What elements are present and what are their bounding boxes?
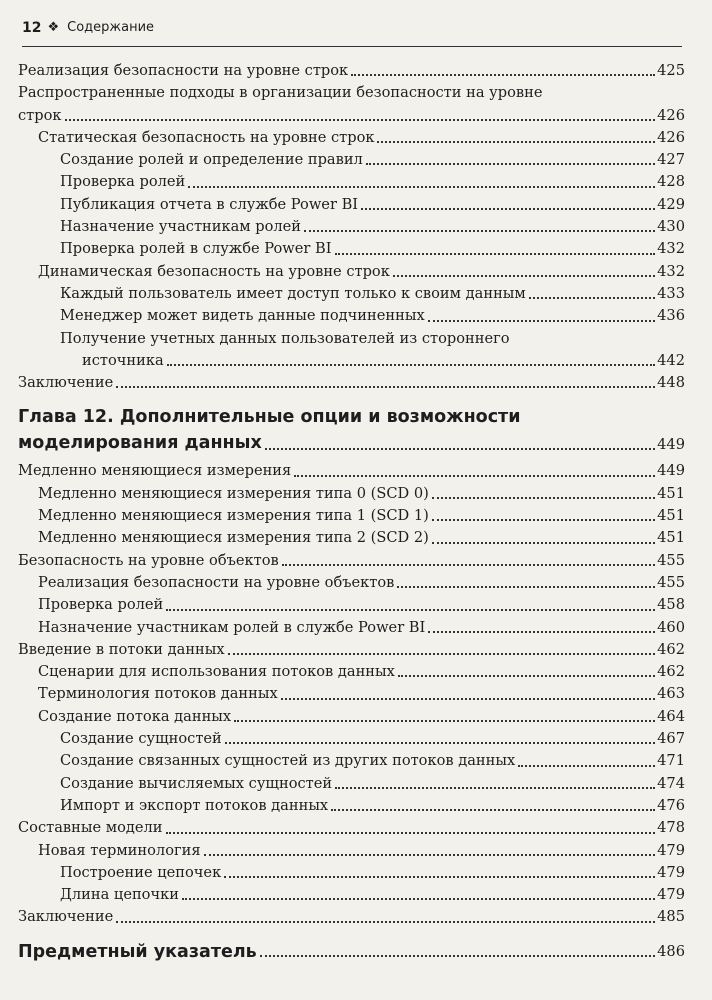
toc-entry-page: 462 bbox=[657, 640, 685, 658]
diamond-ornament-icon: ❖ bbox=[47, 20, 60, 35]
toc-entry-title: Статическая безопасность на уровне строк bbox=[38, 128, 375, 146]
dot-leader bbox=[225, 736, 655, 744]
toc-entry-title: Проверка ролей bbox=[60, 173, 186, 191]
toc-entry-page: 442 bbox=[657, 351, 685, 369]
toc-entry[interactable] bbox=[18, 683, 685, 705]
toc-entry[interactable] bbox=[18, 60, 685, 82]
toc-entry-page: 479 bbox=[657, 886, 685, 904]
toc-entry-title: Публикация отчета в службе Power BI bbox=[60, 195, 359, 213]
chapter-title-cont: моделирования данных bbox=[18, 433, 262, 454]
toc-entry-title: Создание ролей и определение правил bbox=[60, 151, 363, 169]
toc-entry-page: 433 bbox=[657, 284, 685, 302]
toc-entry-title: Создание связанных сущностей из других потоков данных bbox=[60, 752, 516, 770]
dot-leader bbox=[65, 113, 656, 121]
dot-leader bbox=[116, 915, 655, 923]
toc-entry-page: 449 bbox=[657, 462, 685, 480]
toc-entry-page: 451 bbox=[657, 529, 685, 547]
toc-entry[interactable] bbox=[18, 773, 685, 795]
toc-entry-title: Назначение участникам ролей в службе Power BI bbox=[38, 618, 426, 636]
running-head: Содержание bbox=[67, 20, 155, 35]
dot-leader bbox=[335, 247, 656, 255]
dot-leader bbox=[529, 291, 655, 299]
toc-entry-page: 458 bbox=[657, 596, 685, 614]
toc-entry-title: Построение цепочек bbox=[60, 863, 222, 881]
toc-entry-page: 478 bbox=[657, 819, 685, 837]
toc-entry[interactable] bbox=[18, 238, 685, 260]
dot-leader bbox=[351, 68, 655, 76]
toc-entry-page: 474 bbox=[657, 774, 685, 792]
dot-leader bbox=[428, 314, 655, 322]
toc-entry-title: Создание сущностей bbox=[60, 730, 222, 748]
toc-entry-page: 479 bbox=[657, 863, 685, 881]
page-number: 12 bbox=[22, 20, 42, 36]
toc-entry[interactable] bbox=[18, 795, 685, 817]
toc-entry-title: Медленно меняющиеся измерения bbox=[18, 462, 292, 480]
toc-entry-page: 471 bbox=[657, 752, 685, 770]
toc-entry-title: Безопасность на уровне объектов bbox=[18, 551, 279, 569]
toc-entry-page: 428 bbox=[657, 173, 685, 191]
toc-entry[interactable] bbox=[18, 127, 685, 149]
toc-entry[interactable] bbox=[18, 706, 685, 728]
toc-entry-page: 426 bbox=[657, 106, 685, 124]
toc-entry[interactable] bbox=[18, 483, 685, 505]
dot-leader bbox=[393, 269, 655, 277]
toc-entry[interactable] bbox=[18, 171, 685, 193]
dot-leader bbox=[518, 759, 655, 767]
dot-leader bbox=[432, 513, 655, 521]
toc-entry[interactable] bbox=[18, 639, 685, 661]
dot-leader bbox=[228, 647, 656, 655]
dot-leader bbox=[166, 603, 655, 611]
toc-entry-page: 425 bbox=[657, 62, 685, 79]
toc-entry-page: 436 bbox=[657, 307, 685, 325]
toc-entry-title: Распространенные подходы в организации безопасности на уровне bbox=[18, 84, 543, 102]
toc-entry-title-cont: источника bbox=[82, 351, 164, 369]
toc-entry-page: 451 bbox=[657, 484, 685, 502]
dot-leader bbox=[428, 625, 655, 633]
dot-leader bbox=[260, 949, 655, 957]
toc-entry-page: 429 bbox=[657, 195, 685, 213]
dot-leader bbox=[294, 469, 655, 477]
toc-entry[interactable] bbox=[18, 840, 685, 862]
page-header bbox=[22, 20, 682, 47]
toc-entry-page: 449 bbox=[657, 436, 685, 454]
toc-entry[interactable] bbox=[18, 594, 685, 616]
toc-entry-page: 463 bbox=[657, 685, 685, 703]
toc-entry[interactable] bbox=[18, 149, 685, 171]
toc-entry-title: Заключение bbox=[18, 374, 114, 392]
index-entry[interactable] bbox=[18, 941, 685, 963]
toc-entry-title: Заключение bbox=[18, 908, 114, 926]
dot-leader bbox=[167, 358, 655, 366]
dot-leader bbox=[281, 692, 655, 700]
toc-entry[interactable] bbox=[18, 906, 685, 928]
toc-entry-page: 432 bbox=[657, 262, 685, 280]
dot-leader bbox=[234, 714, 655, 722]
toc-entry-title: Реализация безопасности на уровне объектов bbox=[38, 573, 395, 591]
dot-leader bbox=[188, 180, 655, 188]
toc-entry[interactable] bbox=[18, 572, 685, 594]
toc-entry-title: Новая терминология bbox=[38, 841, 201, 859]
toc-entry-page: 432 bbox=[657, 240, 685, 258]
toc-entry-title: Каждый пользователь имеет доступ только к своим данным bbox=[60, 284, 526, 302]
toc-entry-title: Терминология потоков данных bbox=[38, 685, 278, 703]
toc-entry[interactable] bbox=[18, 617, 685, 639]
toc-entry[interactable] bbox=[18, 661, 685, 683]
dot-leader bbox=[398, 669, 655, 677]
dot-leader bbox=[366, 157, 655, 165]
toc-entry-title: Менеджер может видеть данные подчиненных bbox=[60, 307, 425, 325]
toc-entry-title: Медленно меняющиеся измерения типа 2 (SCD 2) bbox=[38, 529, 429, 547]
toc-entry-title: Введение в потоки данных bbox=[18, 640, 225, 658]
toc-entry[interactable] bbox=[18, 505, 685, 527]
dot-leader bbox=[116, 380, 655, 388]
toc-entry-page: 455 bbox=[657, 573, 685, 591]
toc-entry-title-cont: строк bbox=[18, 106, 62, 124]
toc-entry-page: 464 bbox=[657, 707, 685, 725]
toc-entry[interactable] bbox=[18, 194, 685, 216]
toc-entry-title: Импорт и экспорт потоков данных bbox=[60, 796, 329, 814]
toc-entry[interactable] bbox=[18, 328, 685, 373]
toc-entry[interactable] bbox=[18, 305, 685, 327]
toc-entry-title: Получение учетных данных пользователей из стороннего bbox=[60, 329, 510, 347]
toc-entry-page: 430 bbox=[657, 218, 685, 236]
toc-entry-title: Реализация безопасности на уровне строк bbox=[18, 62, 349, 79]
dot-leader bbox=[335, 781, 655, 789]
toc-entry-page: 451 bbox=[657, 507, 685, 525]
dot-leader bbox=[166, 826, 656, 834]
dot-leader bbox=[432, 536, 655, 544]
toc-entry[interactable] bbox=[18, 82, 685, 127]
toc-entry-title: Медленно меняющиеся измерения типа 1 (SCD 1) bbox=[38, 507, 429, 525]
toc-entry-page: 467 bbox=[657, 730, 685, 748]
dot-leader bbox=[361, 202, 655, 210]
toc-entry[interactable] bbox=[18, 862, 685, 884]
chapter-title: Глава 12. Дополнительные опции и возможности bbox=[18, 407, 521, 428]
toc-entry-title: Сценарии для использования потоков данных bbox=[38, 663, 395, 681]
toc-entry[interactable] bbox=[18, 527, 685, 549]
toc-entry-title: Назначение участникам ролей bbox=[60, 218, 302, 236]
toc-entry-page: 455 bbox=[657, 551, 685, 569]
toc-entry-page: 426 bbox=[657, 128, 685, 146]
toc-entry-title: Длина цепочки bbox=[60, 886, 179, 904]
table-of-contents bbox=[18, 60, 685, 963]
toc-entry-title: Медленно меняющиеся измерения типа 0 (SCD 0) bbox=[38, 484, 429, 502]
toc-entry[interactable] bbox=[18, 216, 685, 238]
toc-entry-title: Проверка ролей bbox=[38, 596, 164, 614]
toc-entry-page: 479 bbox=[657, 841, 685, 859]
dot-leader bbox=[304, 224, 655, 232]
toc-entry-page: 486 bbox=[657, 942, 685, 960]
dot-leader bbox=[282, 558, 655, 566]
dot-leader bbox=[224, 870, 655, 878]
dot-leader bbox=[204, 848, 656, 856]
toc-entry-page: 476 bbox=[657, 796, 685, 814]
toc-entry-title: Составные модели bbox=[18, 819, 163, 837]
toc-entry[interactable] bbox=[18, 372, 685, 394]
toc-entry-page: 448 bbox=[657, 374, 685, 392]
toc-entry-page: 462 bbox=[657, 663, 685, 681]
dot-leader bbox=[397, 580, 655, 588]
toc-entry[interactable] bbox=[18, 884, 685, 906]
toc-entry-page: 485 bbox=[657, 908, 685, 926]
toc-entry[interactable] bbox=[18, 460, 685, 482]
toc-entry-title: Создание потока данных bbox=[38, 707, 232, 725]
dot-leader bbox=[331, 803, 655, 811]
toc-entry[interactable] bbox=[18, 750, 685, 772]
toc-entry[interactable] bbox=[18, 728, 685, 750]
toc-entry[interactable] bbox=[18, 817, 685, 839]
toc-entry[interactable] bbox=[18, 261, 685, 283]
chapter-heading[interactable] bbox=[18, 404, 685, 456]
toc-entry[interactable] bbox=[18, 283, 685, 305]
dot-leader bbox=[377, 135, 655, 143]
toc-entry-page: 427 bbox=[657, 151, 685, 169]
toc-entry-title: Динамическая безопасность на уровне строк bbox=[38, 262, 390, 280]
dot-leader bbox=[432, 491, 655, 499]
index-title: Предметный указатель bbox=[18, 941, 257, 962]
toc-entry-page: 460 bbox=[657, 618, 685, 636]
dot-leader bbox=[182, 892, 655, 900]
toc-entry[interactable] bbox=[18, 550, 685, 572]
toc-entry-title: Проверка ролей в службе Power BI bbox=[60, 240, 332, 258]
toc-entry-title: Создание вычисляемых сущностей bbox=[60, 774, 333, 792]
dot-leader bbox=[265, 442, 655, 450]
